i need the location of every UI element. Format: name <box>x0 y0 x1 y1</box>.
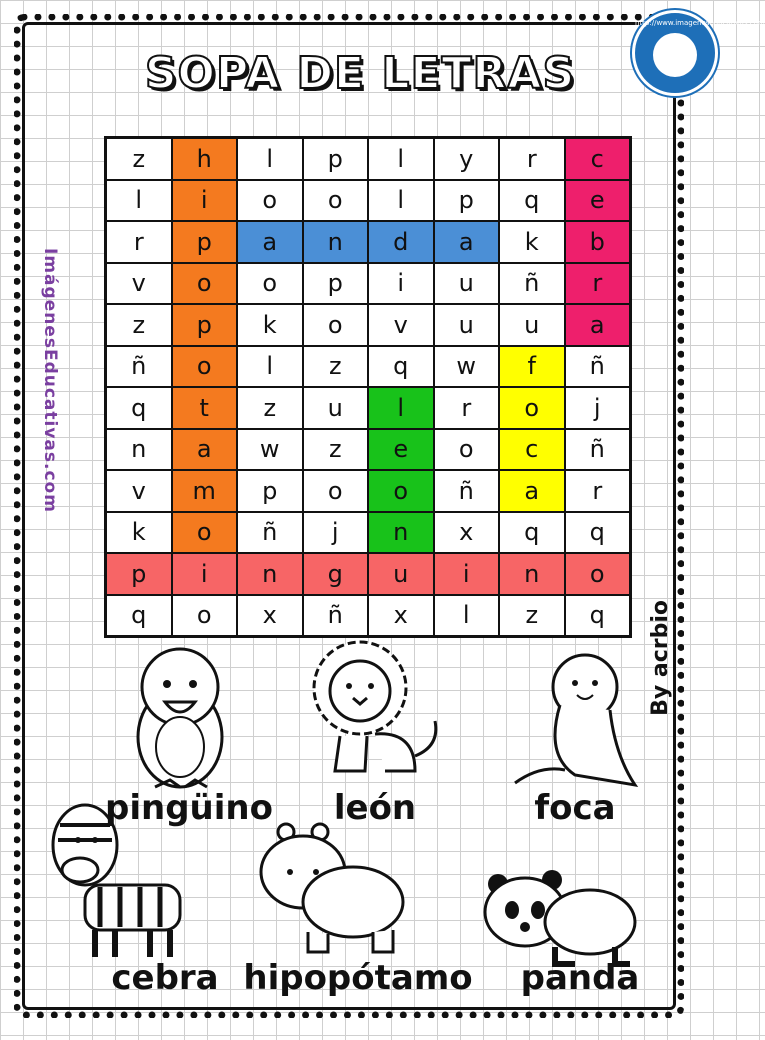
word-search-grid <box>104 136 632 638</box>
grid-cell: r <box>434 387 500 429</box>
grid-cell: v <box>368 304 434 346</box>
grid-cell: p <box>237 470 303 512</box>
grid-cell: y <box>434 138 500 180</box>
logo-url: http://www.imageneseducativas.com <box>635 19 765 27</box>
grid-cell: q <box>106 595 172 637</box>
hippo-illustration <box>258 822 408 957</box>
word-hipopotamo: hipopótamo <box>243 958 473 998</box>
grid-cell: u <box>368 553 434 595</box>
grid-cell: i <box>172 180 238 222</box>
grid-cell: l <box>106 180 172 222</box>
grid-cell: p <box>303 263 369 305</box>
grid-cell: l <box>237 138 303 180</box>
site-logo[interactable] <box>632 10 765 96</box>
grid-cell: ñ <box>499 263 565 305</box>
grid-cell: o <box>303 304 369 346</box>
grid-cell: f <box>499 346 565 388</box>
penguin-illustration <box>125 642 235 792</box>
grid-cell: u <box>499 304 565 346</box>
grid-cell: p <box>172 221 238 263</box>
grid-cell: a <box>434 221 500 263</box>
grid-cell: g <box>303 553 369 595</box>
grid-cell: r <box>565 263 631 305</box>
grid-cell: o <box>172 263 238 305</box>
grid-cell: z <box>106 138 172 180</box>
grid-cell: u <box>434 263 500 305</box>
grid-cell: p <box>106 553 172 595</box>
grid-cell: o <box>237 180 303 222</box>
grid-cell: o <box>172 346 238 388</box>
grid-cell: q <box>499 180 565 222</box>
grid-cell: j <box>303 512 369 554</box>
grid-cell: o <box>499 387 565 429</box>
grid-cell: z <box>303 346 369 388</box>
grid-cell: q <box>565 595 631 637</box>
grid-cell: ñ <box>303 595 369 637</box>
grid-cell: l <box>237 346 303 388</box>
panda-illustration <box>480 872 640 967</box>
grid-cell: r <box>499 138 565 180</box>
grid-cell: o <box>368 470 434 512</box>
grid-cell: h <box>172 138 238 180</box>
grid-cell: z <box>303 429 369 471</box>
grid-cell: ñ <box>106 346 172 388</box>
grid-cell: o <box>303 180 369 222</box>
page-title: SOPA DE LETRAS <box>144 48 576 99</box>
grid-cell: o <box>434 429 500 471</box>
grid-cell: x <box>434 512 500 554</box>
grid-cell: p <box>303 138 369 180</box>
grid-cell: c <box>499 429 565 471</box>
grid-cell: ñ <box>237 512 303 554</box>
grid-cell: a <box>237 221 303 263</box>
grid-cell: o <box>565 553 631 595</box>
grid-cell: i <box>434 553 500 595</box>
grid-cell: o <box>172 595 238 637</box>
grid-cell: n <box>499 553 565 595</box>
grid-cell: ñ <box>434 470 500 512</box>
grid-cell: a <box>172 429 238 471</box>
grid-cell: w <box>434 346 500 388</box>
grid-cell: l <box>368 387 434 429</box>
word-pinguino: pingüino <box>105 788 273 828</box>
grid-cell: x <box>368 595 434 637</box>
grid-cell: t <box>172 387 238 429</box>
seal-illustration <box>505 645 650 790</box>
grid-cell: v <box>106 470 172 512</box>
author-byline: By acrbio <box>648 600 673 716</box>
grid-cell: n <box>106 429 172 471</box>
grid-cell: a <box>565 304 631 346</box>
grid-cell: r <box>565 470 631 512</box>
grid-cell: d <box>368 221 434 263</box>
grid-cell: q <box>499 512 565 554</box>
grid-cell: l <box>368 138 434 180</box>
grid-cell: ñ <box>565 346 631 388</box>
grid-cell: z <box>237 387 303 429</box>
grid-cell: q <box>565 512 631 554</box>
grid-cell: l <box>368 180 434 222</box>
grid-cell: a <box>499 470 565 512</box>
grid-cell: w <box>237 429 303 471</box>
grid-cell: o <box>237 263 303 305</box>
side-watermark: ImágenesEducativas.com <box>40 248 60 513</box>
grid-cell: e <box>368 429 434 471</box>
grid-cell: p <box>434 180 500 222</box>
grid-cell: z <box>499 595 565 637</box>
grid-cell: n <box>368 512 434 554</box>
grid-cell: u <box>303 387 369 429</box>
grid-cell: l <box>434 595 500 637</box>
word-leon: león <box>333 788 417 828</box>
grid-cell: v <box>106 263 172 305</box>
grid-cell: p <box>172 304 238 346</box>
word-panda: panda <box>520 958 640 998</box>
grid-cell: q <box>106 387 172 429</box>
grid-cell: e <box>565 180 631 222</box>
grid-cell: n <box>303 221 369 263</box>
grid-cell: k <box>106 512 172 554</box>
grid-cell: n <box>237 553 303 595</box>
grid-cell: c <box>565 138 631 180</box>
logo-emblem-icon <box>653 33 697 77</box>
grid-cell: r <box>106 221 172 263</box>
grid-cell: b <box>565 221 631 263</box>
grid-cell: k <box>499 221 565 263</box>
grid-cell: u <box>434 304 500 346</box>
grid-cell: k <box>237 304 303 346</box>
grid-cell: i <box>172 553 238 595</box>
grid-cell: o <box>303 470 369 512</box>
grid-cell: ñ <box>565 429 631 471</box>
word-cebra: cebra <box>111 958 219 998</box>
grid-cell: q <box>368 346 434 388</box>
grid-cell: m <box>172 470 238 512</box>
grid-cell: z <box>106 304 172 346</box>
grid-cell: o <box>172 512 238 554</box>
grid-cell: i <box>368 263 434 305</box>
grid-cell: j <box>565 387 631 429</box>
grid-cell: x <box>237 595 303 637</box>
lion-illustration <box>305 636 455 781</box>
word-foca: foca <box>534 788 616 828</box>
